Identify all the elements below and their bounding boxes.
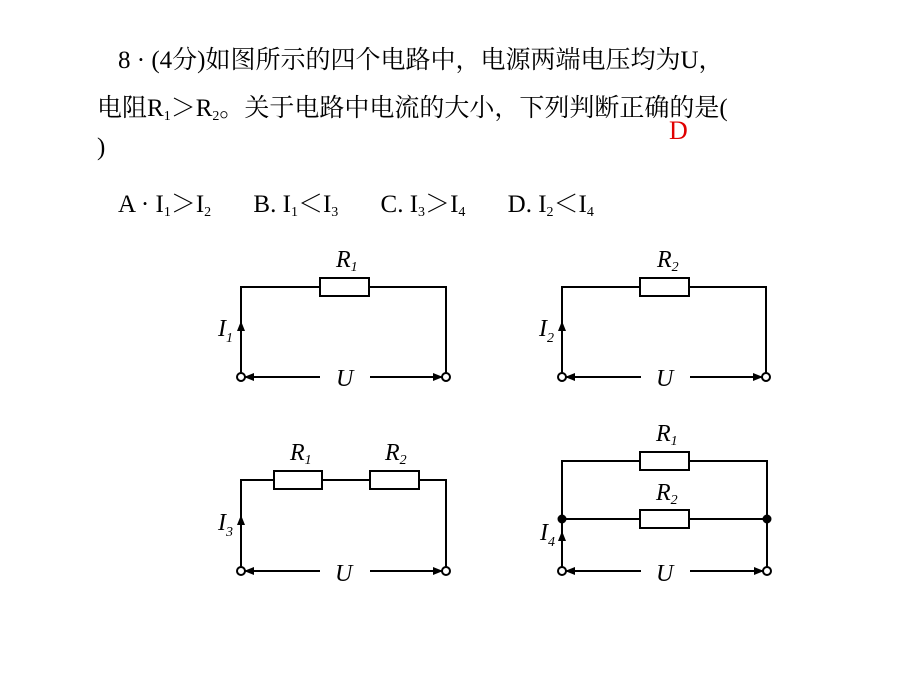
circuit-3-resistor-1 <box>274 471 322 489</box>
question-sub-2: 2 <box>212 109 220 124</box>
circuit-1-terminal-left <box>237 373 245 381</box>
option-b-left: I <box>282 191 291 218</box>
circuit-4-resistor-2 <box>640 510 689 528</box>
c4-r2-label: R2 <box>656 480 678 508</box>
c4-r1-label: R1 <box>656 421 678 449</box>
circuit-1-wire-left <box>241 287 320 377</box>
c2-r-label: R2 <box>657 247 679 275</box>
circuit-2-terminal-left <box>558 373 566 381</box>
circuit-4 <box>558 452 771 575</box>
option-c-left: I <box>409 191 419 218</box>
c4-i-label: $I_4$ <box>540 520 555 550</box>
c1-u-label: U <box>336 366 354 392</box>
option-c-label: C. <box>380 191 404 218</box>
answer-mark: D <box>669 116 688 145</box>
circuit-4-resistor-1 <box>640 452 689 470</box>
option-b-left-sub: 1 <box>290 205 298 220</box>
question-text-2c: 。关于电路中电流的大小，下列判断正确的是( <box>219 95 728 122</box>
option-d-right: I <box>578 191 587 218</box>
question-text-2a: 电阻R <box>97 95 164 122</box>
circuit-2-terminal-right <box>762 373 770 381</box>
question-number: 8 <box>118 47 131 74</box>
option-b-op: ＜ <box>297 191 323 218</box>
circuit-3-terminal-right <box>442 567 450 575</box>
c3-u-label: U <box>335 561 353 587</box>
circuit-1-terminal-right <box>442 373 450 381</box>
circuit-4-terminal-left <box>558 567 566 575</box>
option-d-op: ＜ <box>553 191 579 218</box>
c3-i-label: $I_3$ <box>218 510 233 540</box>
circuit-4-junction-right <box>764 516 771 523</box>
circuit-3-terminal-left <box>237 567 245 575</box>
circuit-1-resistor <box>320 278 369 296</box>
c2-i-label: $I_2$ <box>539 316 554 346</box>
option-d-left: I <box>538 191 547 218</box>
option-c-left-sub: 3 <box>418 205 426 220</box>
question-close-paren: ) <box>97 134 106 161</box>
c1-i-label: $I_1$ <box>218 316 233 346</box>
question-text-1: 如图所示的四个电路中，电源两端电压均为U， <box>205 47 724 74</box>
circuit-4-junction-left <box>559 516 566 523</box>
c2-u-label: U <box>656 366 674 392</box>
circuit-4-terminal-right <box>763 567 771 575</box>
option-d-left-sub: 2 <box>546 205 554 220</box>
option-c-op: ＞ <box>425 191 451 218</box>
circuit-1-wire-right <box>369 287 446 377</box>
circuit-3-wire-left <box>241 480 274 571</box>
option-b-label: B. <box>253 191 277 218</box>
option-b-right: I <box>322 191 332 218</box>
question-text-2b: R <box>195 95 213 122</box>
option-d-right-sub: 4 <box>586 205 594 220</box>
circuit-4-wire-left <box>562 461 640 571</box>
option-a-op: ＞ <box>170 191 196 218</box>
circuit-3-wire-right <box>419 480 446 571</box>
circuit-2-wire-left <box>562 287 640 377</box>
option-c-right: I <box>450 191 459 218</box>
question-points: (4分) <box>151 47 206 74</box>
circuit-3 <box>237 471 450 575</box>
option-b-right-sub: 3 <box>331 205 339 220</box>
c4-u-label: U <box>656 561 674 587</box>
option-a-left: I <box>155 191 164 218</box>
question-dot: · <box>136 47 146 74</box>
option-a-right: I <box>195 191 205 218</box>
circuit-2-resistor <box>640 278 689 296</box>
option-d-label: D. <box>507 191 532 218</box>
c3-r2-label: R2 <box>385 440 407 468</box>
c1-r-label: R1 <box>336 247 358 275</box>
c3-r1-label: R1 <box>290 440 312 468</box>
question-compare: ＞ <box>170 95 196 122</box>
option-a-right-sub: 2 <box>204 205 212 220</box>
option-a-label: A · <box>118 191 150 218</box>
question-sub-1: 1 <box>163 109 171 124</box>
circuit-2-wire-right <box>689 287 766 377</box>
option-c-right-sub: 4 <box>458 205 466 220</box>
option-a-left-sub: 1 <box>163 205 171 220</box>
circuit-3-resistor-2 <box>370 471 419 489</box>
circuit-4-wire-right <box>689 461 767 571</box>
